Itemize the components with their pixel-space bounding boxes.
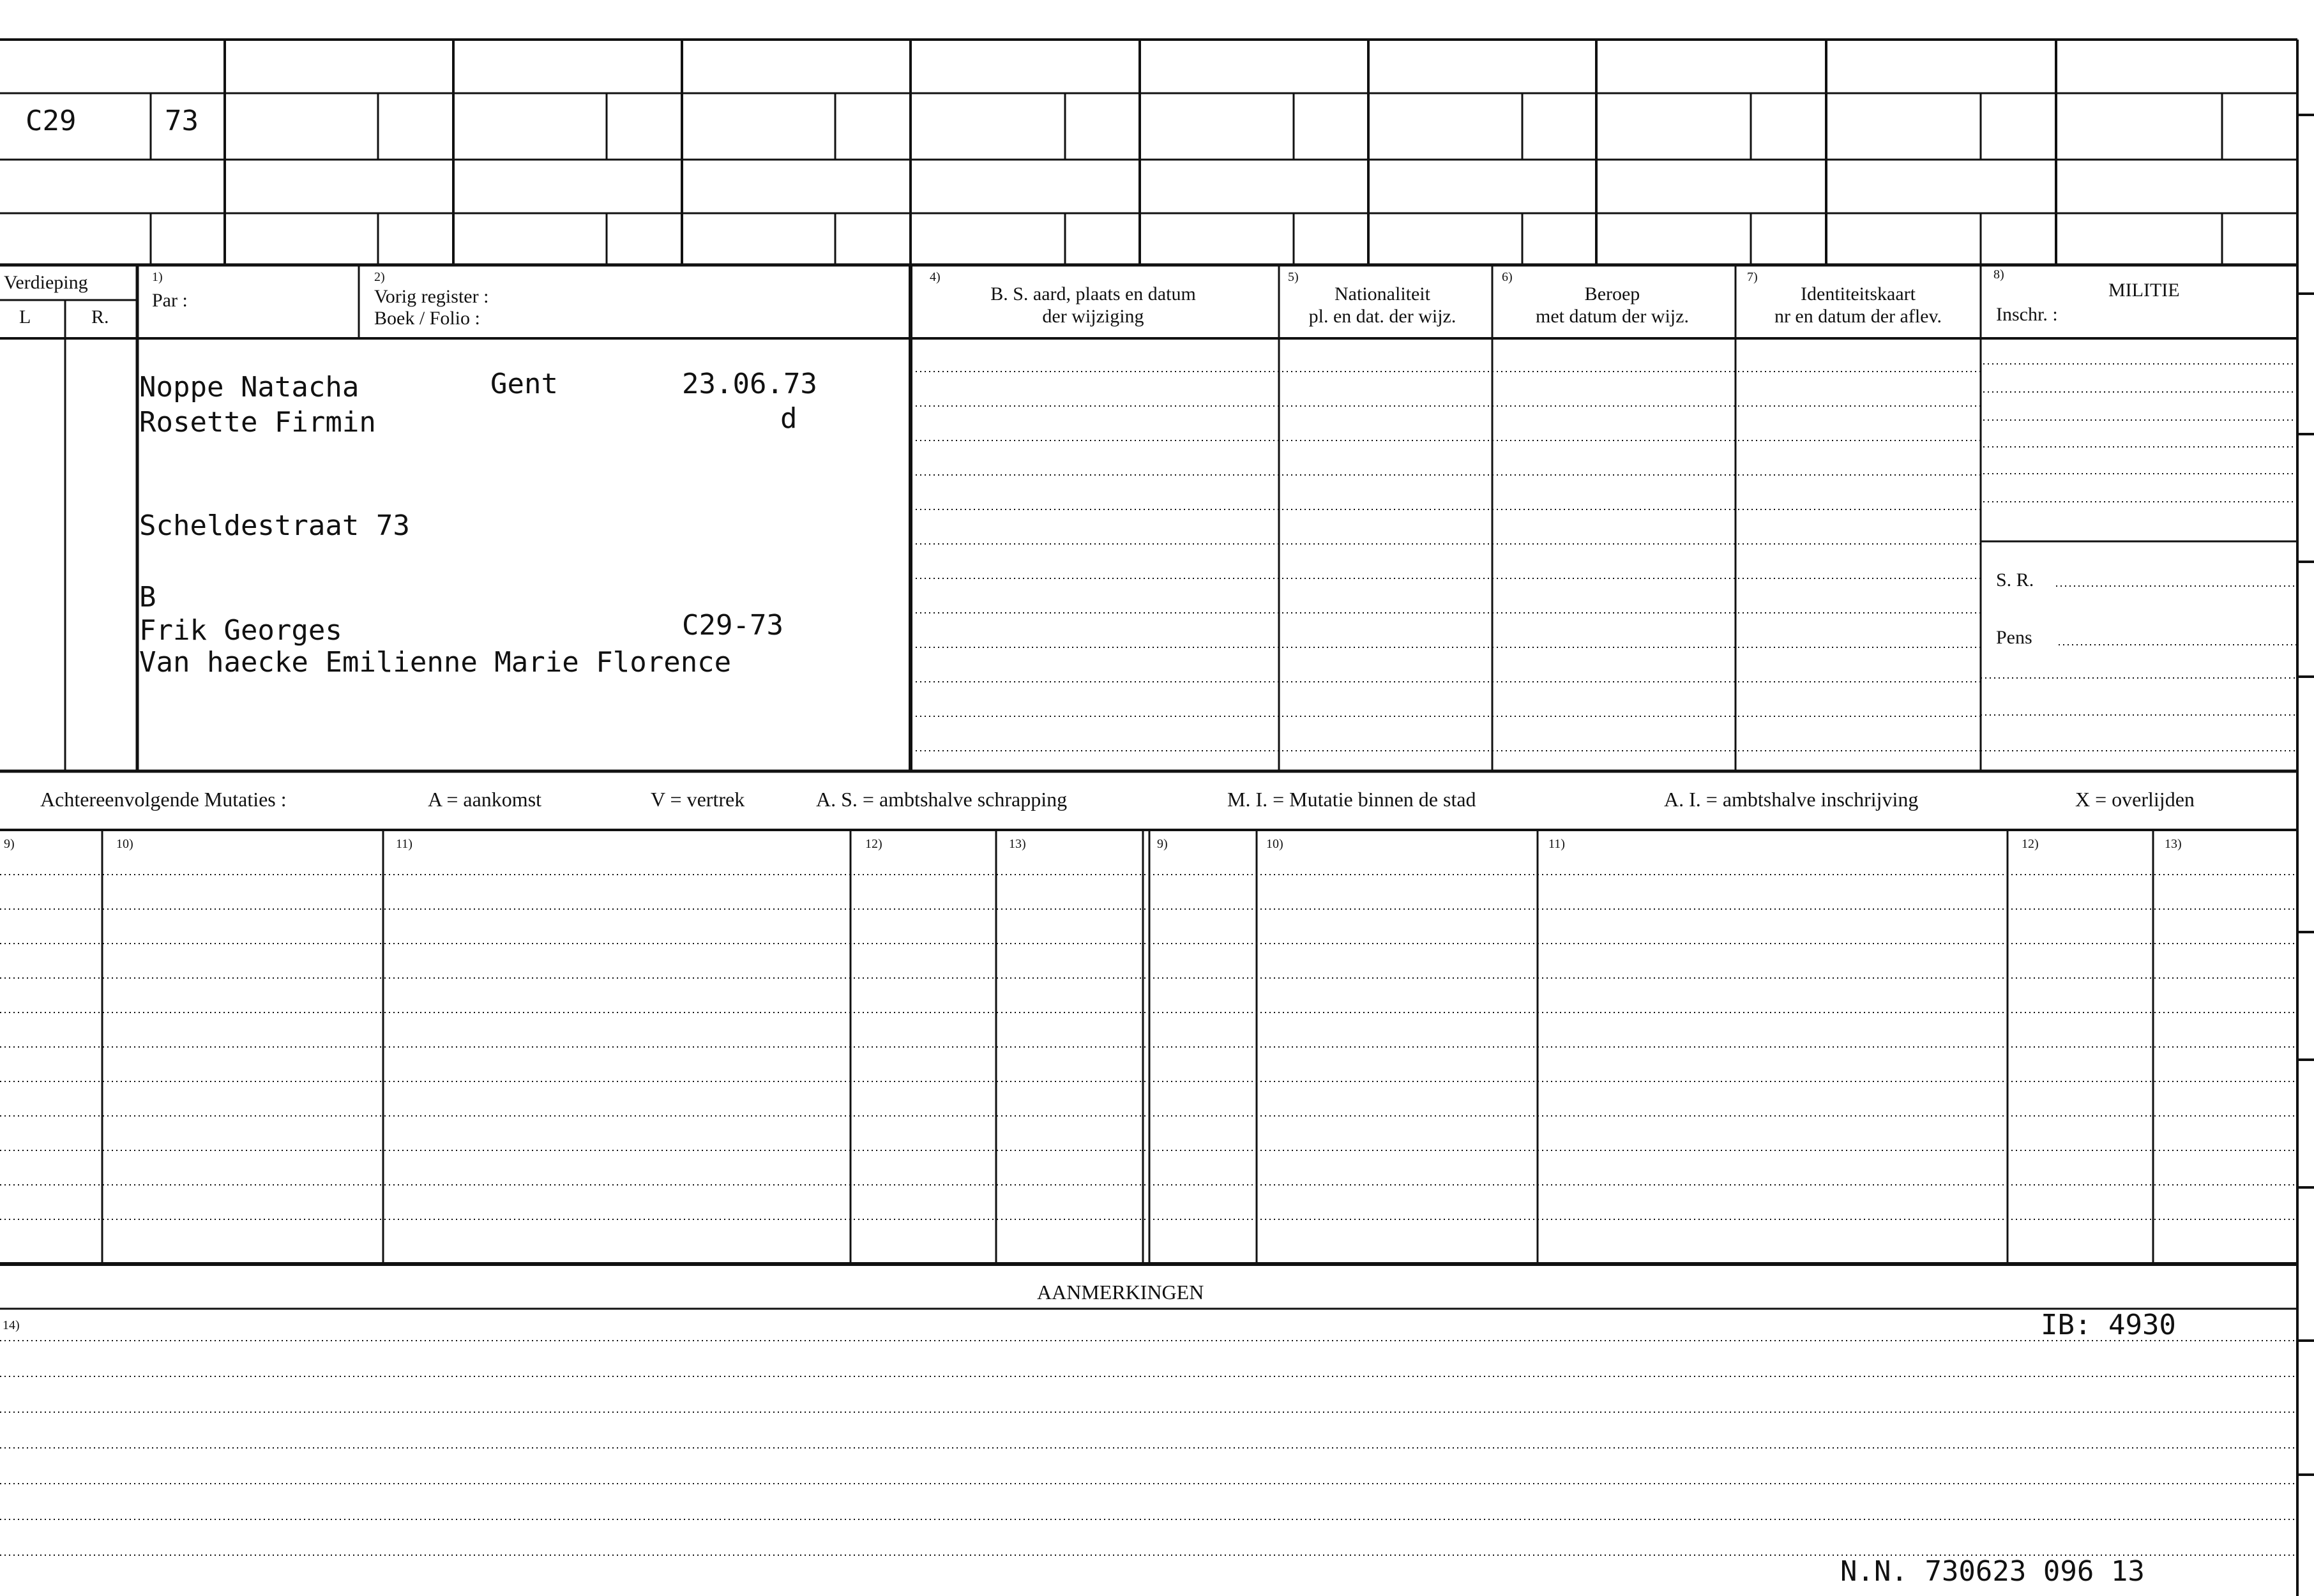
mutation-col-9-right: 9) [1157,837,1168,851]
par-number: 1) [152,270,163,284]
par-label: Par : [152,290,188,311]
identiteitskaart-header-line2: nr en datum der aflev. [1774,306,1942,327]
national-number: N.N. 730623 096 13 [1840,1555,2145,1588]
mutation-col-11-right: 11) [1548,837,1565,851]
identiteitskaart-number: 7) [1747,270,1758,284]
identiteitskaart-header-line1: Identiteitskaart [1801,283,1916,305]
nationaliteit-number: 5) [1288,270,1299,284]
code-b: B [139,581,156,614]
mutation-col-12-right: 12) [2022,837,2039,851]
head-of-household-name: Frik Georges [139,614,342,647]
head-of-household-ref: C29-73 [682,609,783,642]
section-code: C29 [26,105,77,137]
mutation-col-12-left: 12) [865,837,882,851]
mutation-col-11-left: 11) [396,837,412,851]
address: Scheldestraat 73 [139,509,410,542]
nationaliteit-header-line1: Nationaliteit [1335,283,1430,305]
vorig-register-label: Vorig register : [374,286,489,307]
house-number: 73 [165,105,199,137]
verdieping-l-label: L [19,306,31,327]
militie-title: MILITIE [2108,280,2180,301]
ib-number: IB: 4930 [2041,1309,2176,1341]
mother-name: Van haecke Emilienne Marie Florence [139,646,732,679]
mutation-code-a: A = aankomst [428,788,542,811]
beroep-header-line1: Beroep [1584,283,1640,305]
mutation-col-10-right: 10) [1266,837,1283,851]
parent-line: Rosette Firmin [139,406,376,439]
birthplace: Gent [490,368,558,400]
mutation-code-mi: M. I. = Mutatie binnen de stad [1227,788,1476,811]
mutation-code-ai: A. I. = ambtshalve inschrijving [1664,788,1919,811]
remarks-title: AANMERKINGEN [1037,1281,1204,1304]
vorig-register-number: 2) [374,270,385,284]
bs-header-line1: B. S. aard, plaats en datum [990,283,1196,305]
person-name: Noppe Natacha [139,371,359,403]
militie-inschr-label: Inschr. : [1996,304,2058,325]
beroep-number: 6) [1502,270,1513,284]
mutation-code-as: A. S. = ambtshalve schrapping [816,788,1068,811]
mutation-col-13-left: 13) [1009,837,1026,851]
militie-sr-label: S. R. [1996,569,2034,591]
parent-mark: d [780,402,798,435]
verdieping-header: Verdieping [4,272,88,293]
remarks-number: 14) [3,1318,20,1332]
mutation-col-13-right: 13) [2165,837,2182,851]
mutation-code-v: V = vertrek [651,788,745,811]
verdieping-r-label: R. [91,306,109,327]
bs-header-line2: der wijziging [1042,306,1144,327]
mutation-code-x: X = overlijden [2075,788,2195,811]
mutation-col-9-left: 9) [4,837,15,851]
nationaliteit-header-line2: pl. en dat. der wijz. [1308,306,1456,327]
mutation-col-10-left: 10) [116,837,133,851]
militie-number: 8) [1993,267,2004,282]
beroep-header-line2: met datum der wijz. [1536,306,1689,327]
militie-pens-label: Pens [1996,627,2032,648]
bs-number: 4) [930,270,941,284]
mutations-label: Achtereenvolgende Mutaties : [40,788,287,811]
birthdate: 23.06.73 [682,368,817,400]
boek-folio-label: Boek / Folio : [374,308,480,329]
